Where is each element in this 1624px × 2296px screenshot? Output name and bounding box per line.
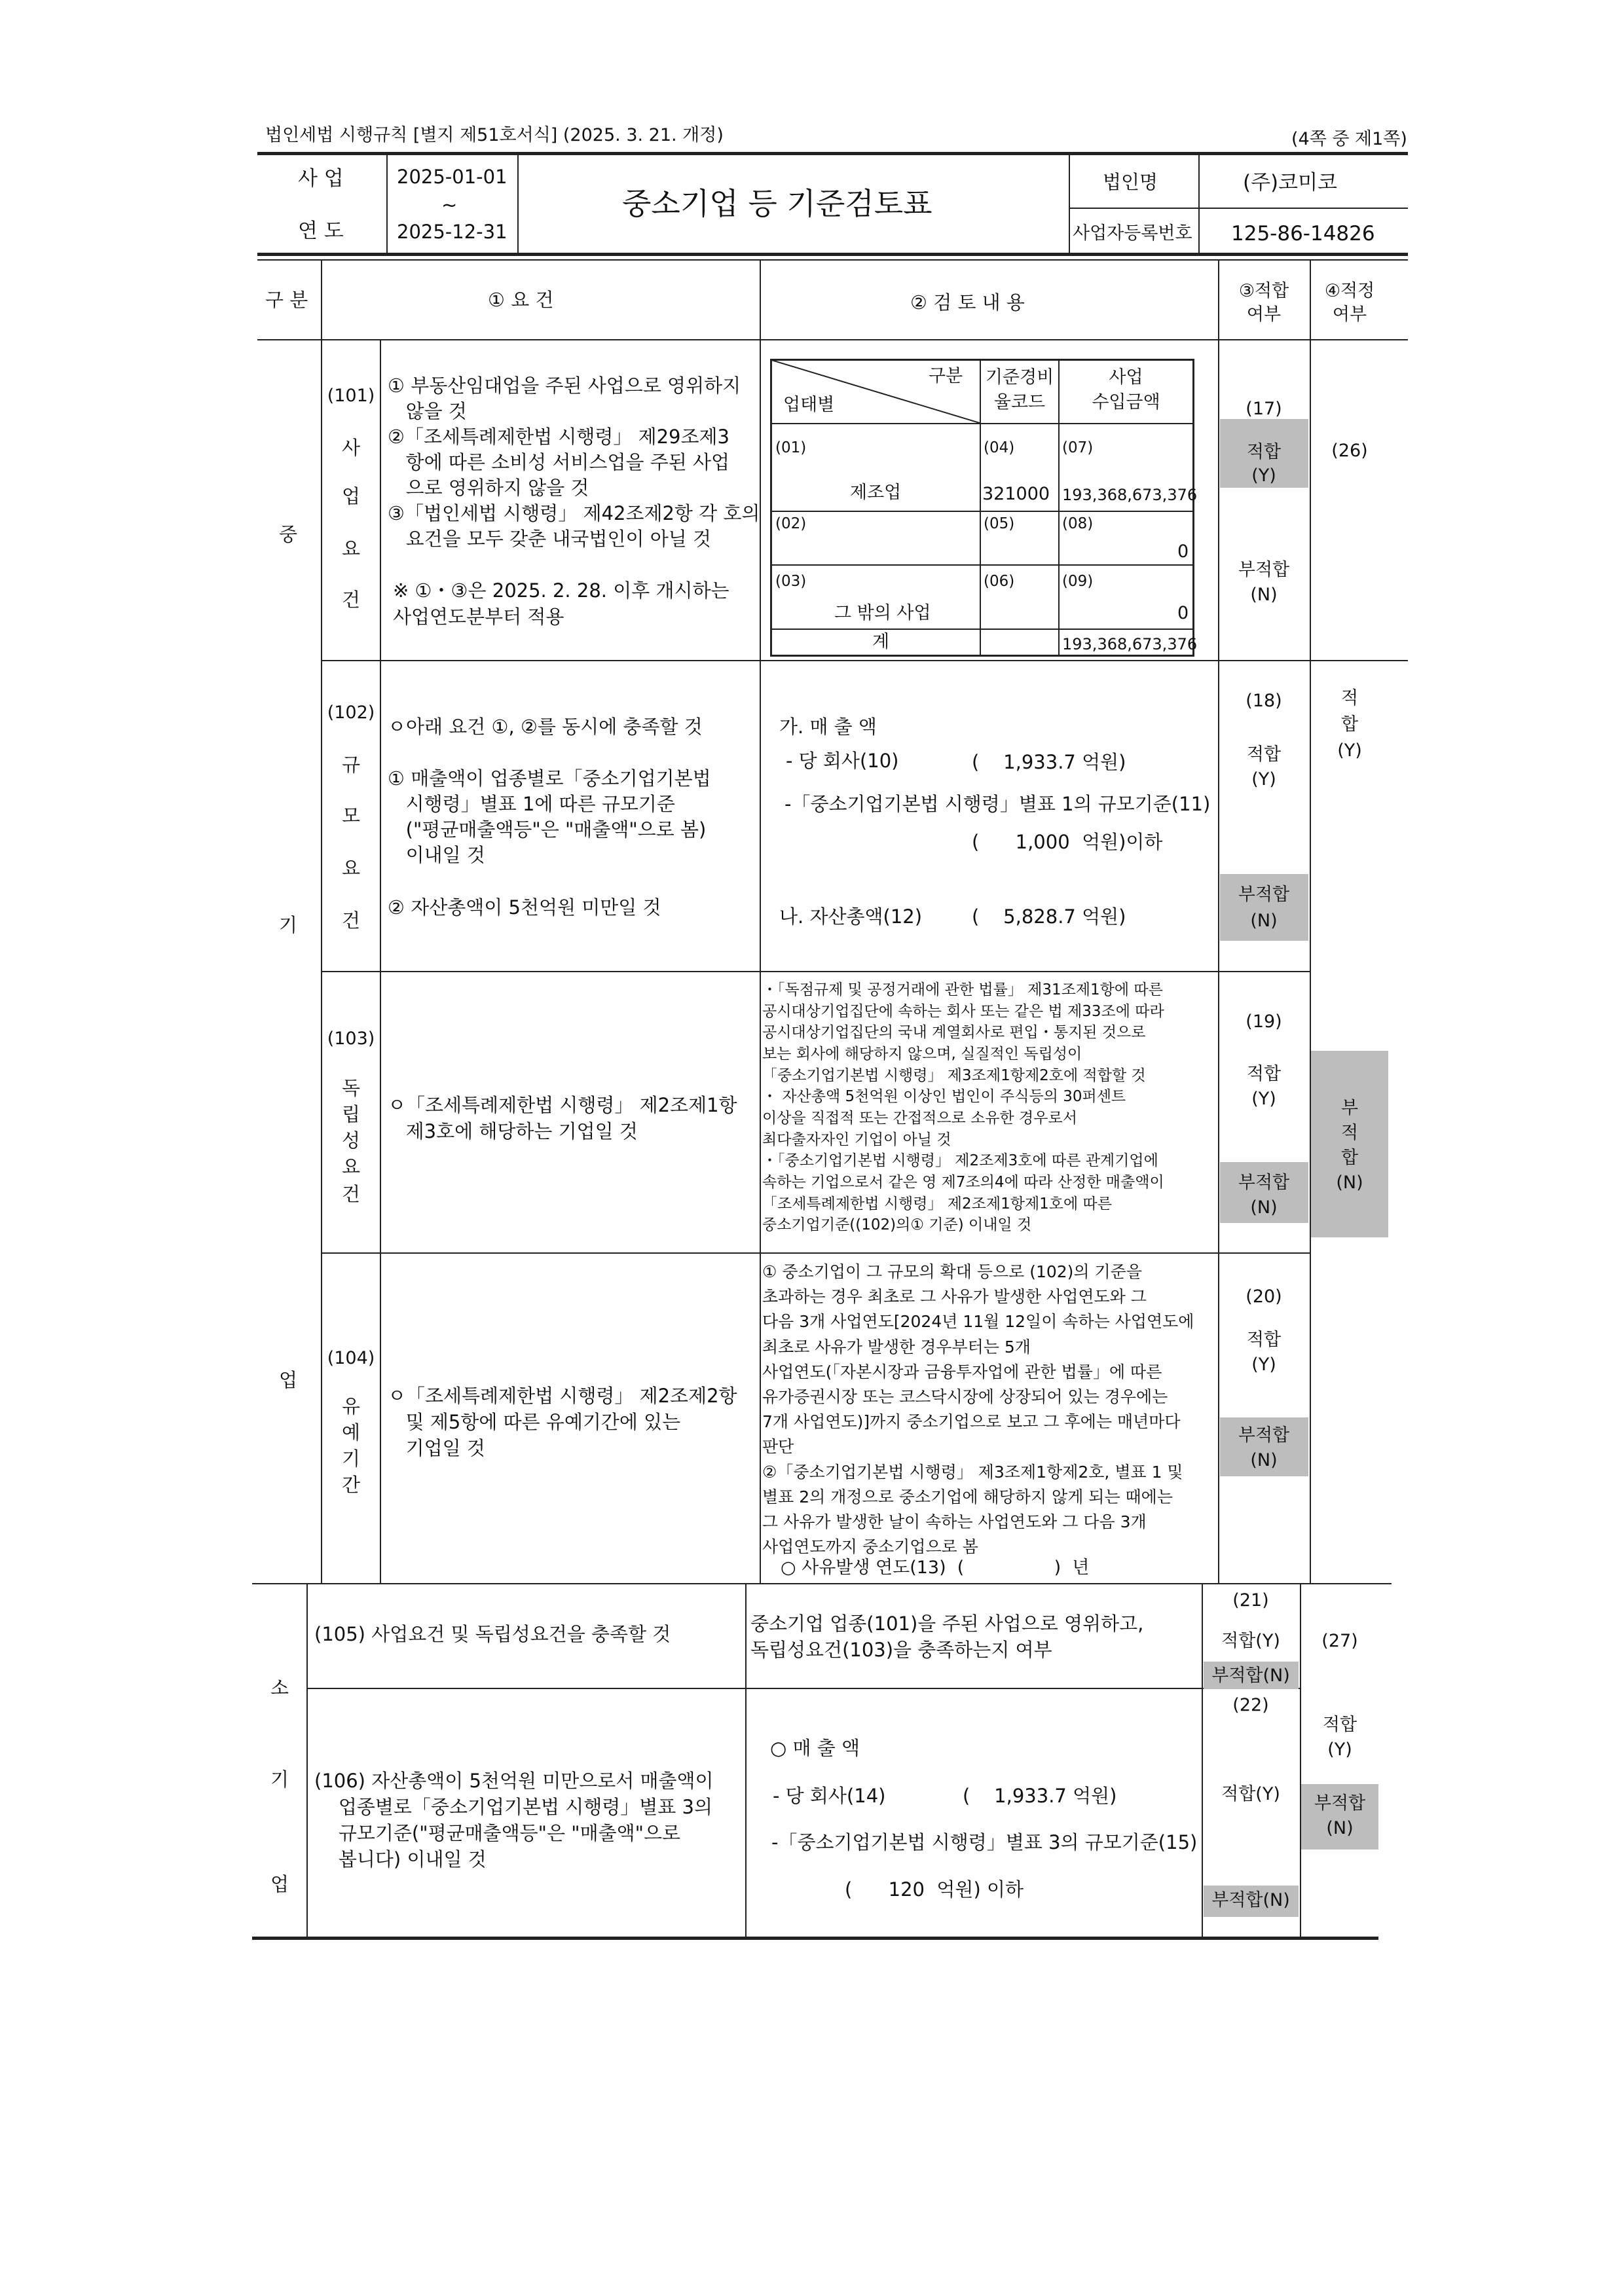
row101-fit-no-label: 부적합 <box>1238 560 1290 580</box>
review-line: 7개 사업연도)]까지 중소기업으로 보고 그 후에는 매년마다 <box>762 1412 1181 1432</box>
row105-fit-no-label: 부적합(N) <box>1211 1666 1290 1686</box>
row101-fit-yes: 적합 <box>1246 442 1282 462</box>
period-tilde: ~ <box>441 194 458 216</box>
table-head-amount: 수입금액 <box>1092 392 1160 412</box>
table-head-code: 율코드 <box>993 392 1046 412</box>
review-line: 별표 2의 개정으로 중소기업에 해당하지 않게 되는 때에는 <box>762 1487 1173 1506</box>
review-line: ・「중소기업기본법 시행령」 제2조제3호에 따른 관계기업에 <box>762 1152 1158 1170</box>
row103-final: (N) <box>1336 1173 1363 1193</box>
table-cell: 제조업 <box>850 483 902 503</box>
table-cell: (02) <box>775 515 807 532</box>
row106-review-std: -「중소기업기본법 시행령」별표 3의 규모기준(15) <box>771 1831 1198 1853</box>
req-line: ① 부동산임대업을 주된 사업으로 영위하지 <box>388 374 741 397</box>
req-line: ① 매출액이 업종별로「중소기업기본법 <box>388 767 711 790</box>
req-line: 기업일 것 <box>388 1437 485 1459</box>
page-indicator: (4쪽 중 제1쪽) <box>1291 129 1407 149</box>
row101-note <box>393 577 729 630</box>
row106-review-company-amt: ( 1,933.7 억원) <box>963 1785 1117 1807</box>
row104-fit-no-label: 부적합 <box>1238 1425 1290 1446</box>
row106-fit-no: (22) <box>1232 1695 1269 1715</box>
sme-char-2: 기 <box>279 914 298 936</box>
review-line: 그 사유가 발생한 날이 속하는 사업연도와 그 다음 3개 <box>762 1512 1147 1532</box>
col-fit4-line2: 여부 <box>1332 304 1367 325</box>
review-line: 독립성요건(103)을 충족하는지 여부 <box>750 1639 1052 1661</box>
row106-final-no-label: (N) <box>1326 1818 1354 1838</box>
row103-fit-no: (19) <box>1246 1011 1282 1032</box>
review-line: 「조세특례제한법 시행령」 제2조제1항제1호에 따른 <box>762 1195 1112 1212</box>
row102-fit-yes: (Y) <box>1251 769 1276 790</box>
year-label-2: 연 도 <box>298 219 344 243</box>
table-cell: (09) <box>1062 573 1094 590</box>
period-start: 2025-01-01 <box>397 166 507 188</box>
table-cell: (06) <box>984 573 1015 590</box>
req-line: 제3호에 해당하는 기업일 것 <box>388 1120 638 1142</box>
period-end: 2025-12-31 <box>397 221 507 243</box>
corp-name-label: 법인명 <box>1103 171 1158 193</box>
row102-final: (Y) <box>1337 740 1362 761</box>
req-line: 규모기준("평균매출액등"은 "매출액"으로 <box>314 1822 680 1844</box>
req-line: 업종별로「중소기업기본법 시행령」별표 3의 <box>314 1796 712 1818</box>
row102-review-asset: 나. 자산총액(12) <box>779 905 923 928</box>
row104-code: (104) <box>327 1348 375 1368</box>
row101-fit-no: (17) <box>1246 399 1282 419</box>
row102-fit-no-label: (N) <box>1250 911 1278 931</box>
row101-label-char: 업 <box>341 485 360 507</box>
doc-title: 중소기업 등 기준검토표 <box>622 186 932 221</box>
row103-final: 합 <box>1340 1148 1359 1168</box>
review-line: ・「독점규제 및 공정거래에 관한 법률」 제31조제1항에 따른 <box>762 981 1163 998</box>
row104-review-year: ○ 사유발생 연도(13) ( ) 년 <box>781 1558 1090 1578</box>
row101-fit-yes: (Y) <box>1251 465 1276 486</box>
table-cell: (03) <box>775 573 807 590</box>
req-line: 항에 따른 소비성 서비스업을 주된 사업 <box>388 451 729 473</box>
req-line: 및 제5항에 따른 유예기간에 있는 <box>388 1411 681 1433</box>
row102-code: (102) <box>327 702 375 723</box>
row102-fit-no-label: 부적합 <box>1238 884 1290 905</box>
table-head-code: 기준경비 <box>985 367 1054 388</box>
row103-label-char: 건 <box>341 1183 360 1205</box>
row101-requirement <box>388 373 760 552</box>
table-cell: 0 <box>1177 541 1189 562</box>
review-line: 사업연도까지 중소기업으로 봄 <box>762 1537 978 1557</box>
small-char-1: 소 <box>270 1677 289 1699</box>
req-line: ② 자산총액이 5천억원 미만일 것 <box>388 896 661 919</box>
review-line: 최다출자자인 기업이 아닐 것 <box>762 1131 951 1148</box>
row102-final: 적 <box>1340 688 1359 708</box>
req-line: ("평균매출액등"은 "매출액"으로 봄) <box>388 818 707 841</box>
row101-label-char: 건 <box>341 589 360 611</box>
review-line: ②「중소기업기본법 시행령」 제3조제1항제2호, 별표 1 및 <box>762 1462 1183 1482</box>
row101-code: (101) <box>327 386 375 406</box>
req-line: 요건을 모두 갖춘 내국법인이 아닐 것 <box>388 528 711 550</box>
req-line: 않을 것 <box>388 400 467 422</box>
row103-code: (103) <box>327 1029 375 1049</box>
row102-requirement <box>388 766 711 868</box>
row102-label-char: 모 <box>341 805 360 827</box>
biz-no: 125-86-14826 <box>1231 222 1375 246</box>
row104-label-char: 기 <box>341 1448 360 1470</box>
row104-fit-yes: 적합 <box>1246 1330 1282 1350</box>
row105-final-no: (27) <box>1321 1631 1358 1651</box>
req-line: 이내일 것 <box>388 844 485 866</box>
year-label-1: 사 업 <box>298 167 344 191</box>
review-line: ・ 자산총액 5천억원 이상인 법인이 주식등의 30퍼센트 <box>762 1088 1126 1106</box>
row102-label-char: 규 <box>341 754 360 776</box>
table-cell: 그 밖의 사업 <box>834 603 931 623</box>
table-cell: (01) <box>775 439 807 456</box>
row103-requirement <box>388 1092 737 1144</box>
review-line: 사업연도(「자본시장과 금융투자업에 관한 법률」에 따른 <box>762 1362 1162 1381</box>
row102-label-char: 건 <box>341 909 360 932</box>
req-line: ②「조세특례제한법 시행령」 제29조제3 <box>388 426 729 448</box>
row106-review-company: - 당 회사(14) <box>773 1785 886 1807</box>
table-cell: 193,368,673,376 <box>1062 486 1198 504</box>
row103-label-char: 성 <box>341 1129 360 1152</box>
small-char-2: 기 <box>270 1768 289 1791</box>
row106-fit-yes: 적합(Y) <box>1221 1784 1280 1804</box>
row106-fit-no-label: 부적합(N) <box>1211 1890 1290 1910</box>
row102-review-asset-amt: ( 5,828.7 억원) <box>972 905 1126 928</box>
row106-review-sales: ○ 매 출 액 <box>770 1737 860 1759</box>
review-line: 공시대상기업집단에 속하는 회사 또는 같은 법 제33조에 따라 <box>762 1002 1164 1020</box>
row105-fit-no: (21) <box>1232 1590 1269 1611</box>
table-total-label: 계 <box>872 632 890 652</box>
row103-fit-no-label: (N) <box>1250 1197 1278 1218</box>
table-cell: (04) <box>984 439 1015 456</box>
review-line: 유가증권시장 또는 코스닥시장에 상장되어 있는 경우에는 <box>762 1387 1168 1407</box>
table-head-amount: 사업 <box>1109 367 1143 388</box>
review-line: 「중소기업기본법 시행령」 제3조제1항제2호에 적합할 것 <box>762 1066 1146 1084</box>
row104-fit-yes: (Y) <box>1251 1355 1276 1375</box>
review-line: 공시대상기업집단의 국내 계열회사로 편입・통지된 것으로 <box>762 1024 1146 1042</box>
req-line: ㅇ「조세특례제한법 시행령」 제2조제2항 <box>388 1385 737 1407</box>
row104-fit-no-label: (N) <box>1250 1450 1278 1470</box>
row101-fit-no-label: (N) <box>1250 585 1278 605</box>
row102-label-char: 요 <box>341 857 360 879</box>
row106-final-yes: 적합 <box>1322 1715 1357 1735</box>
row106-requirement <box>314 1768 714 1872</box>
row102-final: 합 <box>1340 714 1359 735</box>
row103-fit-yes: (Y) <box>1251 1089 1276 1109</box>
row106-review-std-amt: ( 120 억원) 이하 <box>845 1878 1024 1901</box>
row102-fit-yes: 적합 <box>1246 744 1282 765</box>
row106-final-no-label: 부적합 <box>1314 1793 1366 1813</box>
row103-label-char: 독 <box>341 1077 360 1099</box>
row104-review <box>762 1260 1194 1559</box>
col-fit4-line1: ④적정 <box>1324 281 1375 301</box>
row102-review-std-amt: ( 1,000 억원)이하 <box>972 831 1163 853</box>
sme-char-3: 업 <box>279 1369 298 1391</box>
row101-label-char: 요 <box>341 538 360 560</box>
req-line: (106) 자산총액이 5천억원 미만으로서 매출액이 <box>314 1770 714 1792</box>
row105-review <box>750 1611 1143 1663</box>
row101-final-no: (26) <box>1331 441 1368 461</box>
corp-name: (주)코미코 <box>1243 171 1337 194</box>
sme-char-1: 중 <box>279 523 298 545</box>
row102-review-std: -「중소기업기본법 시행령」별표 1의 규모기준(11) <box>784 793 1211 815</box>
biz-no-label: 사업자등록번호 <box>1073 223 1192 244</box>
row104-label-char: 간 <box>341 1474 360 1496</box>
review-line: 이상을 직접적 또는 간접적으로 소유한 경우로서 <box>762 1109 1077 1127</box>
table-total-amount: 193,368,673,376 <box>1062 635 1198 653</box>
review-line: 보는 회사에 해당하지 않으며, 실질적인 독립성이 <box>762 1045 1082 1063</box>
row104-label-char: 예 <box>341 1421 360 1444</box>
req-line: ③「법인세법 시행령」 제42조제2항 각 호의 <box>388 502 760 524</box>
col-review: ② 검 토 내 용 <box>910 291 1025 314</box>
note-line: 사업연도분부터 적용 <box>393 606 564 628</box>
row104-label-char: 유 <box>341 1395 360 1417</box>
row105-requirement: (105) 사업요건 및 독립성요건을 충족할 것 <box>314 1623 671 1645</box>
row103-fit-no-label: 부적합 <box>1238 1173 1290 1193</box>
table-cell: 0 <box>1177 603 1189 623</box>
row101-label-char: 사 <box>341 437 360 459</box>
req-line: ㅇ「조세특례제한법 시행령」 제2조제1항 <box>388 1094 737 1116</box>
col-category: 구 분 <box>265 289 308 311</box>
row103-final: 적 <box>1340 1123 1359 1143</box>
req-line: 봅니다) 이내일 것 <box>314 1848 487 1870</box>
review-line: 다음 3개 사업연도[2024년 11월 12일이 속하는 사업연도에 <box>762 1312 1194 1332</box>
col-requirement: ① 요 건 <box>488 289 554 311</box>
table-cell: 321000 <box>982 484 1050 504</box>
top-rule <box>257 152 1408 155</box>
row103-final: 부 <box>1340 1098 1359 1118</box>
row105-fit-yes: 적합(Y) <box>1221 1631 1280 1651</box>
col-fit3-line2: 여부 <box>1246 304 1282 325</box>
table-cell: (05) <box>984 515 1015 532</box>
row102-review-company-amt: ( 1,933.7 억원) <box>972 751 1126 773</box>
review-line: 중소기업기준((102)의① 기준) 이내일 것 <box>762 1216 1032 1234</box>
row102-fit-no: (18) <box>1246 691 1282 711</box>
req-line: ㅇ아래 요건 ①, ②를 동시에 충족할 것 <box>388 716 703 738</box>
form-title: 법인세법 시행규칙 [별지 제51호서식] (2025. 3. 21. 개정) <box>265 125 724 145</box>
review-line: ① 중소기업이 그 규모의 확대 등으로 (102)의 기준을 <box>762 1262 1142 1281</box>
req-line: 시행령」별표 1에 따른 규모기준 <box>388 793 675 815</box>
row103-review <box>762 979 1164 1236</box>
col-fit3-line1: ③적합 <box>1238 281 1289 301</box>
review-line: 판단 <box>762 1437 794 1457</box>
row103-label-char: 요 <box>341 1156 360 1178</box>
table-head-gubun: 구분 <box>929 366 963 386</box>
row102-review-sales: 가. 매 출 액 <box>779 716 877 738</box>
table-cell: (08) <box>1062 515 1094 532</box>
note-line: ※ ①・③은 2025. 2. 28. 이후 개시하는 <box>393 579 729 602</box>
review-line: 최초로 사유가 발생한 경우부터는 5개 <box>762 1337 1031 1357</box>
row103-fit-yes: 적합 <box>1246 1064 1282 1084</box>
row104-requirement <box>388 1383 737 1461</box>
review-line: 중소기업 업종(101)을 주된 사업으로 영위하고, <box>750 1613 1144 1635</box>
review-line: 초과하는 경우 최초로 그 사유가 발생한 사업연도와 그 <box>762 1287 1147 1307</box>
table-head-type: 업태별 <box>783 395 835 415</box>
req-line: 으로 영위하지 않을 것 <box>388 477 589 499</box>
small-char-3: 업 <box>270 1873 289 1895</box>
row106-final-yes: (Y) <box>1327 1740 1352 1760</box>
row104-fit-no: (20) <box>1246 1286 1282 1307</box>
review-line: 속하는 기업으로서 같은 영 제7조의4에 따라 산정한 매출액이 <box>762 1173 1164 1191</box>
row103-label-char: 립 <box>341 1103 360 1125</box>
table-cell: (07) <box>1062 439 1094 456</box>
row102-review-company: - 당 회사(10) <box>786 750 899 772</box>
